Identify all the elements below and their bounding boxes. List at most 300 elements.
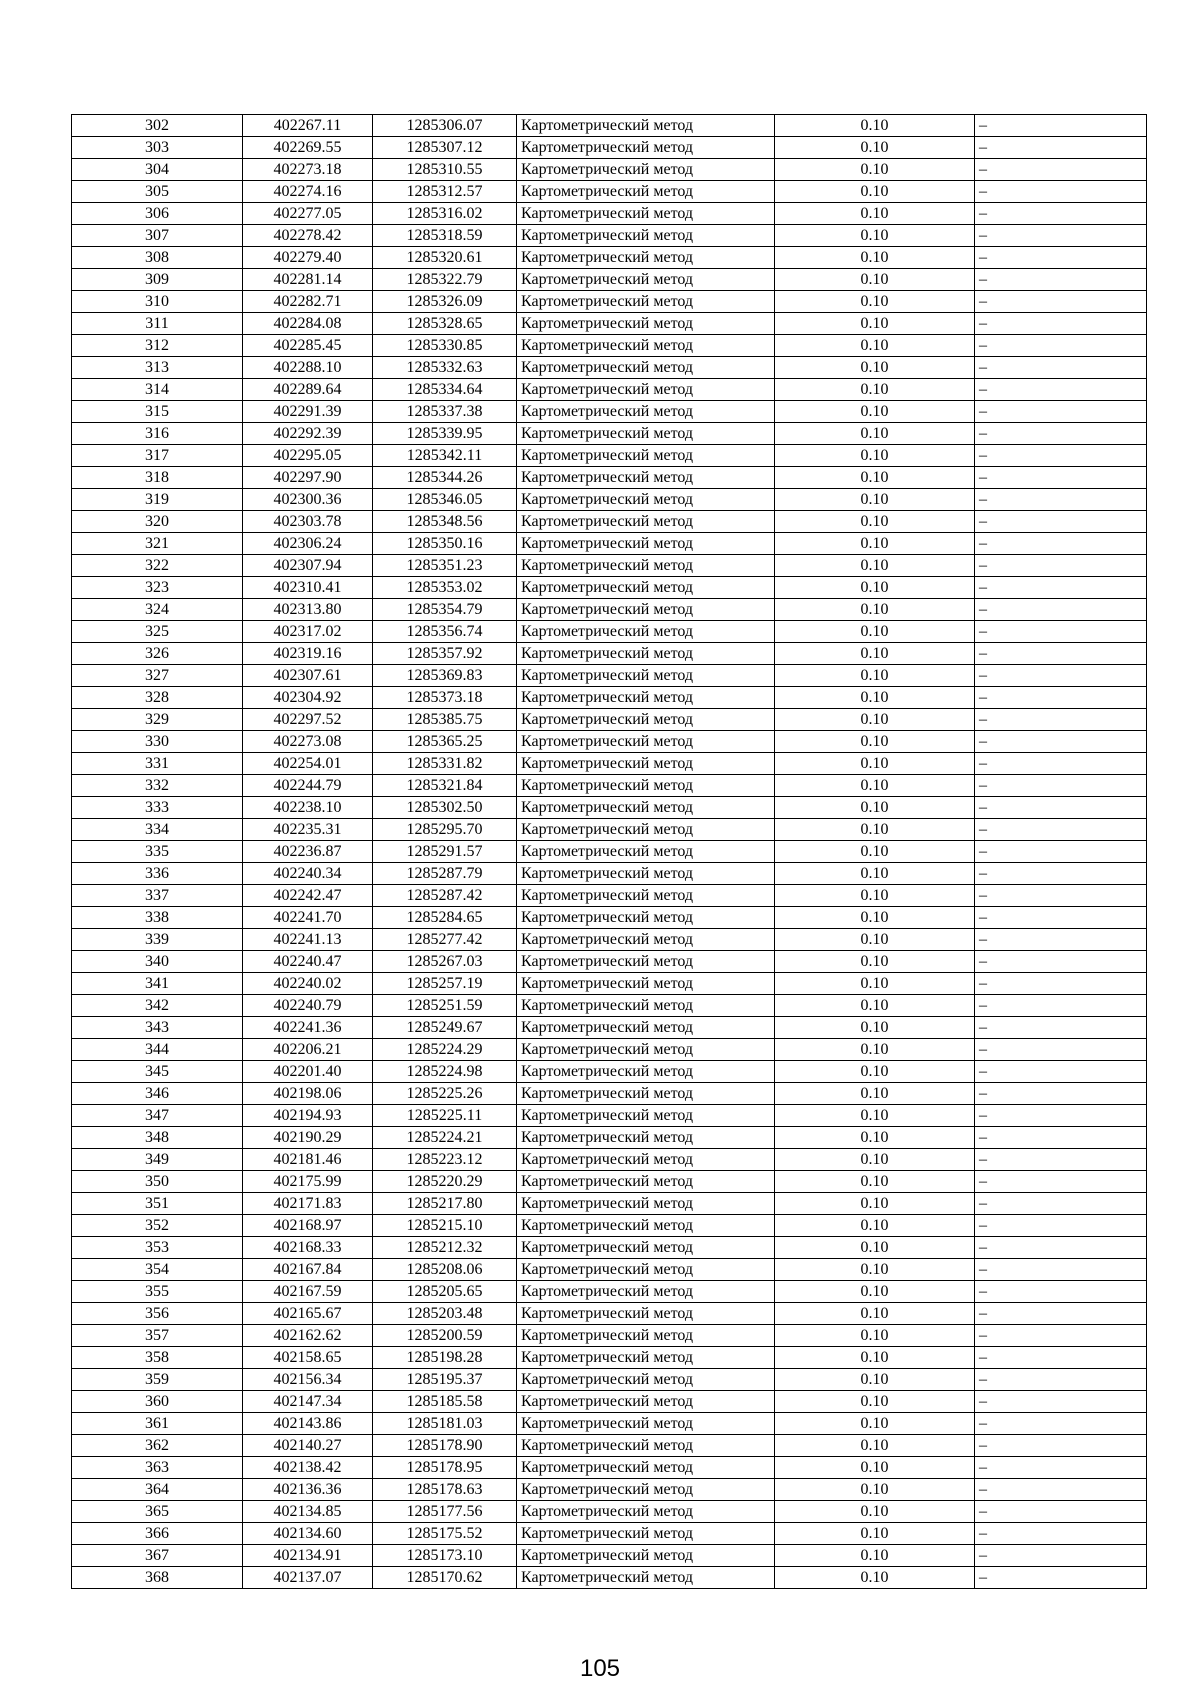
accuracy-cell: 0.10 (775, 819, 975, 841)
point-number-cell: 362 (72, 1435, 243, 1457)
x-coordinate-cell: 402206.21 (243, 1039, 373, 1061)
x-coordinate-cell: 402181.46 (243, 1149, 373, 1171)
table-row (72, 1567, 1147, 1589)
table-row (72, 709, 1147, 731)
table-row (72, 885, 1147, 907)
method-cell: Картометрический метод (517, 1017, 775, 1039)
description-cell: – (975, 247, 1147, 269)
point-number-cell: 337 (72, 885, 243, 907)
accuracy-cell: 0.10 (775, 1061, 975, 1083)
method-cell: Картометрический метод (517, 1413, 775, 1435)
table-row (72, 775, 1147, 797)
y-coordinate-cell: 1285225.26 (373, 1083, 517, 1105)
accuracy-cell: 0.10 (775, 1435, 975, 1457)
method-cell: Картометрический метод (517, 291, 775, 313)
table-row (72, 445, 1147, 467)
x-coordinate-cell: 402156.34 (243, 1369, 373, 1391)
y-coordinate-cell: 1285249.67 (373, 1017, 517, 1039)
table-row (72, 687, 1147, 709)
table-row (72, 1237, 1147, 1259)
method-cell: Картометрический метод (517, 1545, 775, 1567)
point-number-cell: 316 (72, 423, 243, 445)
description-cell: – (975, 665, 1147, 687)
point-number-cell: 356 (72, 1303, 243, 1325)
x-coordinate-cell: 402285.45 (243, 335, 373, 357)
accuracy-cell: 0.10 (775, 379, 975, 401)
x-coordinate-cell: 402235.31 (243, 819, 373, 841)
description-cell: – (975, 1171, 1147, 1193)
description-cell: – (975, 313, 1147, 335)
point-number-cell: 320 (72, 511, 243, 533)
table-row (72, 247, 1147, 269)
point-number-cell: 349 (72, 1149, 243, 1171)
description-cell: – (975, 885, 1147, 907)
x-coordinate-cell: 402281.14 (243, 269, 373, 291)
y-coordinate-cell: 1285277.42 (373, 929, 517, 951)
table-row (72, 1083, 1147, 1105)
y-coordinate-cell: 1285177.56 (373, 1501, 517, 1523)
point-number-cell: 358 (72, 1347, 243, 1369)
x-coordinate-cell: 402307.61 (243, 665, 373, 687)
accuracy-cell: 0.10 (775, 709, 975, 731)
x-coordinate-cell: 402279.40 (243, 247, 373, 269)
description-cell: – (975, 1083, 1147, 1105)
y-coordinate-cell: 1285212.32 (373, 1237, 517, 1259)
table-row (72, 1501, 1147, 1523)
method-cell: Картометрический метод (517, 533, 775, 555)
point-number-cell: 314 (72, 379, 243, 401)
method-cell: Картометрический метод (517, 379, 775, 401)
point-number-cell: 359 (72, 1369, 243, 1391)
description-cell: – (975, 643, 1147, 665)
method-cell: Картометрический метод (517, 1259, 775, 1281)
table-row (72, 929, 1147, 951)
method-cell: Картометрический метод (517, 951, 775, 973)
x-coordinate-cell: 402267.11 (243, 115, 373, 137)
y-coordinate-cell: 1285385.75 (373, 709, 517, 731)
method-cell: Картометрический метод (517, 621, 775, 643)
description-cell: – (975, 929, 1147, 951)
table-row (72, 621, 1147, 643)
x-coordinate-cell: 402236.87 (243, 841, 373, 863)
accuracy-cell: 0.10 (775, 929, 975, 951)
table-row (72, 1061, 1147, 1083)
method-cell: Картометрический метод (517, 885, 775, 907)
point-number-cell: 324 (72, 599, 243, 621)
page-number: 105 (579, 1655, 621, 1682)
method-cell: Картометрический метод (517, 555, 775, 577)
description-cell: – (975, 973, 1147, 995)
description-cell: – (975, 1281, 1147, 1303)
point-number-cell: 309 (72, 269, 243, 291)
x-coordinate-cell: 402158.65 (243, 1347, 373, 1369)
x-coordinate-cell: 402175.99 (243, 1171, 373, 1193)
y-coordinate-cell: 1285306.07 (373, 115, 517, 137)
y-coordinate-cell: 1285284.65 (373, 907, 517, 929)
description-cell: – (975, 1127, 1147, 1149)
description-cell: – (975, 621, 1147, 643)
x-coordinate-cell: 402240.02 (243, 973, 373, 995)
point-number-cell: 332 (72, 775, 243, 797)
table-row (72, 533, 1147, 555)
method-cell: Картометрический метод (517, 665, 775, 687)
point-number-cell: 344 (72, 1039, 243, 1061)
accuracy-cell: 0.10 (775, 269, 975, 291)
description-cell: – (975, 379, 1147, 401)
method-cell: Картометрический метод (517, 709, 775, 731)
table-row (72, 753, 1147, 775)
method-cell: Картометрический метод (517, 247, 775, 269)
y-coordinate-cell: 1285170.62 (373, 1567, 517, 1589)
point-number-cell: 333 (72, 797, 243, 819)
table-row (72, 159, 1147, 181)
point-number-cell: 341 (72, 973, 243, 995)
accuracy-cell: 0.10 (775, 225, 975, 247)
point-number-cell: 340 (72, 951, 243, 973)
y-coordinate-cell: 1285330.85 (373, 335, 517, 357)
x-coordinate-cell: 402143.86 (243, 1413, 373, 1435)
x-coordinate-cell: 402297.52 (243, 709, 373, 731)
y-coordinate-cell: 1285267.03 (373, 951, 517, 973)
table-row (72, 907, 1147, 929)
point-number-cell: 308 (72, 247, 243, 269)
table-row (72, 1105, 1147, 1127)
method-cell: Картометрический метод (517, 1567, 775, 1589)
y-coordinate-cell: 1285200.59 (373, 1325, 517, 1347)
method-cell: Картометрический метод (517, 841, 775, 863)
point-number-cell: 311 (72, 313, 243, 335)
x-coordinate-cell: 402241.13 (243, 929, 373, 951)
accuracy-cell: 0.10 (775, 1479, 975, 1501)
accuracy-cell: 0.10 (775, 555, 975, 577)
x-coordinate-cell: 402137.07 (243, 1567, 373, 1589)
method-cell: Картометрический метод (517, 687, 775, 709)
method-cell: Картометрический метод (517, 137, 775, 159)
table-row (72, 1347, 1147, 1369)
y-coordinate-cell: 1285178.90 (373, 1435, 517, 1457)
accuracy-cell: 0.10 (775, 951, 975, 973)
table-row (72, 577, 1147, 599)
x-coordinate-cell: 402274.16 (243, 181, 373, 203)
coordinates-table (71, 114, 1147, 1589)
x-coordinate-cell: 402134.85 (243, 1501, 373, 1523)
table-row (72, 951, 1147, 973)
description-cell: – (975, 1413, 1147, 1435)
x-coordinate-cell: 402201.40 (243, 1061, 373, 1083)
description-cell: – (975, 775, 1147, 797)
point-number-cell: 353 (72, 1237, 243, 1259)
y-coordinate-cell: 1285353.02 (373, 577, 517, 599)
method-cell: Картометрический метод (517, 225, 775, 247)
point-number-cell: 364 (72, 1479, 243, 1501)
accuracy-cell: 0.10 (775, 533, 975, 555)
method-cell: Картометрический метод (517, 1237, 775, 1259)
table-row (72, 819, 1147, 841)
accuracy-cell: 0.10 (775, 907, 975, 929)
table-row (72, 1479, 1147, 1501)
y-coordinate-cell: 1285225.11 (373, 1105, 517, 1127)
description-cell: – (975, 1435, 1147, 1457)
x-coordinate-cell: 402240.34 (243, 863, 373, 885)
point-number-cell: 327 (72, 665, 243, 687)
accuracy-cell: 0.10 (775, 247, 975, 269)
accuracy-cell: 0.10 (775, 1171, 975, 1193)
accuracy-cell: 0.10 (775, 665, 975, 687)
method-cell: Картометрический метод (517, 159, 775, 181)
x-coordinate-cell: 402319.16 (243, 643, 373, 665)
y-coordinate-cell: 1285173.10 (373, 1545, 517, 1567)
description-cell: – (975, 1567, 1147, 1589)
y-coordinate-cell: 1285287.42 (373, 885, 517, 907)
description-cell: – (975, 1061, 1147, 1083)
accuracy-cell: 0.10 (775, 357, 975, 379)
method-cell: Картометрический метод (517, 929, 775, 951)
point-number-cell: 307 (72, 225, 243, 247)
point-number-cell: 326 (72, 643, 243, 665)
x-coordinate-cell: 402134.91 (243, 1545, 373, 1567)
description-cell: – (975, 863, 1147, 885)
point-number-cell: 368 (72, 1567, 243, 1589)
y-coordinate-cell: 1285318.59 (373, 225, 517, 247)
y-coordinate-cell: 1285350.16 (373, 533, 517, 555)
y-coordinate-cell: 1285220.29 (373, 1171, 517, 1193)
table-row (72, 291, 1147, 313)
method-cell: Картометрический метод (517, 511, 775, 533)
accuracy-cell: 0.10 (775, 1347, 975, 1369)
table-row (72, 1325, 1147, 1347)
description-cell: – (975, 687, 1147, 709)
x-coordinate-cell: 402300.36 (243, 489, 373, 511)
point-number-cell: 347 (72, 1105, 243, 1127)
table-row (72, 489, 1147, 511)
x-coordinate-cell: 402273.18 (243, 159, 373, 181)
accuracy-cell: 0.10 (775, 1281, 975, 1303)
table-row (72, 555, 1147, 577)
coordinates-table-body (72, 115, 1147, 1589)
accuracy-cell: 0.10 (775, 775, 975, 797)
accuracy-cell: 0.10 (775, 995, 975, 1017)
description-cell: – (975, 951, 1147, 973)
accuracy-cell: 0.10 (775, 1303, 975, 1325)
accuracy-cell: 0.10 (775, 1017, 975, 1039)
description-cell: – (975, 489, 1147, 511)
y-coordinate-cell: 1285328.65 (373, 313, 517, 335)
table-row (72, 467, 1147, 489)
x-coordinate-cell: 402254.01 (243, 753, 373, 775)
x-coordinate-cell: 402269.55 (243, 137, 373, 159)
description-cell: – (975, 709, 1147, 731)
x-coordinate-cell: 402136.36 (243, 1479, 373, 1501)
x-coordinate-cell: 402288.10 (243, 357, 373, 379)
y-coordinate-cell: 1285198.28 (373, 1347, 517, 1369)
accuracy-cell: 0.10 (775, 489, 975, 511)
accuracy-cell: 0.10 (775, 335, 975, 357)
y-coordinate-cell: 1285217.80 (373, 1193, 517, 1215)
accuracy-cell: 0.10 (775, 731, 975, 753)
description-cell: – (975, 445, 1147, 467)
point-number-cell: 329 (72, 709, 243, 731)
y-coordinate-cell: 1285316.02 (373, 203, 517, 225)
method-cell: Картометрический метод (517, 1171, 775, 1193)
method-cell: Картометрический метод (517, 863, 775, 885)
accuracy-cell: 0.10 (775, 753, 975, 775)
description-cell: – (975, 1501, 1147, 1523)
description-cell: – (975, 731, 1147, 753)
x-coordinate-cell: 402277.05 (243, 203, 373, 225)
table-row (72, 313, 1147, 335)
table-row (72, 335, 1147, 357)
table-row (72, 863, 1147, 885)
x-coordinate-cell: 402171.83 (243, 1193, 373, 1215)
accuracy-cell: 0.10 (775, 1193, 975, 1215)
y-coordinate-cell: 1285181.03 (373, 1413, 517, 1435)
x-coordinate-cell: 402306.24 (243, 533, 373, 555)
y-coordinate-cell: 1285205.65 (373, 1281, 517, 1303)
accuracy-cell: 0.10 (775, 1457, 975, 1479)
method-cell: Картометрический метод (517, 1457, 775, 1479)
point-number-cell: 325 (72, 621, 243, 643)
description-cell: – (975, 467, 1147, 489)
x-coordinate-cell: 402162.62 (243, 1325, 373, 1347)
x-coordinate-cell: 402165.67 (243, 1303, 373, 1325)
accuracy-cell: 0.10 (775, 401, 975, 423)
x-coordinate-cell: 402289.64 (243, 379, 373, 401)
method-cell: Картометрический метод (517, 1281, 775, 1303)
y-coordinate-cell: 1285339.95 (373, 423, 517, 445)
description-cell: – (975, 1149, 1147, 1171)
point-number-cell: 352 (72, 1215, 243, 1237)
point-number-cell: 318 (72, 467, 243, 489)
y-coordinate-cell: 1285203.48 (373, 1303, 517, 1325)
description-cell: – (975, 423, 1147, 445)
table-row (72, 1149, 1147, 1171)
accuracy-cell: 0.10 (775, 1039, 975, 1061)
x-coordinate-cell: 402140.27 (243, 1435, 373, 1457)
x-coordinate-cell: 402291.39 (243, 401, 373, 423)
x-coordinate-cell: 402134.60 (243, 1523, 373, 1545)
y-coordinate-cell: 1285215.10 (373, 1215, 517, 1237)
accuracy-cell: 0.10 (775, 159, 975, 181)
point-number-cell: 315 (72, 401, 243, 423)
y-coordinate-cell: 1285354.79 (373, 599, 517, 621)
x-coordinate-cell: 402303.78 (243, 511, 373, 533)
accuracy-cell: 0.10 (775, 1369, 975, 1391)
x-coordinate-cell: 402244.79 (243, 775, 373, 797)
y-coordinate-cell: 1285369.83 (373, 665, 517, 687)
y-coordinate-cell: 1285312.57 (373, 181, 517, 203)
point-number-cell: 321 (72, 533, 243, 555)
accuracy-cell: 0.10 (775, 621, 975, 643)
method-cell: Картометрический метод (517, 1149, 775, 1171)
accuracy-cell: 0.10 (775, 1215, 975, 1237)
description-cell: – (975, 819, 1147, 841)
table-row (72, 1523, 1147, 1545)
method-cell: Картометрический метод (517, 819, 775, 841)
method-cell: Картометрический метод (517, 203, 775, 225)
accuracy-cell: 0.10 (775, 577, 975, 599)
description-cell: – (975, 225, 1147, 247)
table-row (72, 1215, 1147, 1237)
accuracy-cell: 0.10 (775, 137, 975, 159)
point-number-cell: 302 (72, 115, 243, 137)
point-number-cell: 363 (72, 1457, 243, 1479)
point-number-cell: 366 (72, 1523, 243, 1545)
point-number-cell: 312 (72, 335, 243, 357)
x-coordinate-cell: 402190.29 (243, 1127, 373, 1149)
point-number-cell: 335 (72, 841, 243, 863)
description-cell: – (975, 1369, 1147, 1391)
accuracy-cell: 0.10 (775, 115, 975, 137)
y-coordinate-cell: 1285208.06 (373, 1259, 517, 1281)
accuracy-cell: 0.10 (775, 1149, 975, 1171)
point-number-cell: 360 (72, 1391, 243, 1413)
point-number-cell: 338 (72, 907, 243, 929)
point-number-cell: 350 (72, 1171, 243, 1193)
table-row (72, 401, 1147, 423)
table-row (72, 225, 1147, 247)
table-row (72, 665, 1147, 687)
accuracy-cell: 0.10 (775, 423, 975, 445)
y-coordinate-cell: 1285224.29 (373, 1039, 517, 1061)
table-row (72, 1545, 1147, 1567)
method-cell: Картометрический метод (517, 313, 775, 335)
table-row (72, 1281, 1147, 1303)
x-coordinate-cell: 402284.08 (243, 313, 373, 335)
y-coordinate-cell: 1285195.37 (373, 1369, 517, 1391)
table-row (72, 1259, 1147, 1281)
method-cell: Картометрический метод (517, 1369, 775, 1391)
x-coordinate-cell: 402295.05 (243, 445, 373, 467)
method-cell: Картометрический метод (517, 335, 775, 357)
y-coordinate-cell: 1285295.70 (373, 819, 517, 841)
point-number-cell: 365 (72, 1501, 243, 1523)
description-cell: – (975, 577, 1147, 599)
y-coordinate-cell: 1285344.26 (373, 467, 517, 489)
method-cell: Картометрический метод (517, 357, 775, 379)
point-number-cell: 319 (72, 489, 243, 511)
y-coordinate-cell: 1285365.25 (373, 731, 517, 753)
method-cell: Картометрический метод (517, 775, 775, 797)
point-number-cell: 303 (72, 137, 243, 159)
description-cell: – (975, 1391, 1147, 1413)
accuracy-cell: 0.10 (775, 687, 975, 709)
y-coordinate-cell: 1285356.74 (373, 621, 517, 643)
x-coordinate-cell: 402242.47 (243, 885, 373, 907)
point-number-cell: 322 (72, 555, 243, 577)
x-coordinate-cell: 402198.06 (243, 1083, 373, 1105)
table-row (72, 841, 1147, 863)
description-cell: – (975, 181, 1147, 203)
accuracy-cell: 0.10 (775, 973, 975, 995)
y-coordinate-cell: 1285326.09 (373, 291, 517, 313)
method-cell: Картометрический метод (517, 731, 775, 753)
method-cell: Картометрический метод (517, 973, 775, 995)
description-cell: – (975, 1105, 1147, 1127)
description-cell: – (975, 753, 1147, 775)
description-cell: – (975, 1545, 1147, 1567)
y-coordinate-cell: 1285223.12 (373, 1149, 517, 1171)
method-cell: Картометрический метод (517, 1105, 775, 1127)
x-coordinate-cell: 402313.80 (243, 599, 373, 621)
accuracy-cell: 0.10 (775, 841, 975, 863)
point-number-cell: 345 (72, 1061, 243, 1083)
method-cell: Картометрический метод (517, 599, 775, 621)
x-coordinate-cell: 402241.70 (243, 907, 373, 929)
method-cell: Картометрический метод (517, 1435, 775, 1457)
accuracy-cell: 0.10 (775, 1567, 975, 1589)
x-coordinate-cell: 402168.33 (243, 1237, 373, 1259)
y-coordinate-cell: 1285251.59 (373, 995, 517, 1017)
